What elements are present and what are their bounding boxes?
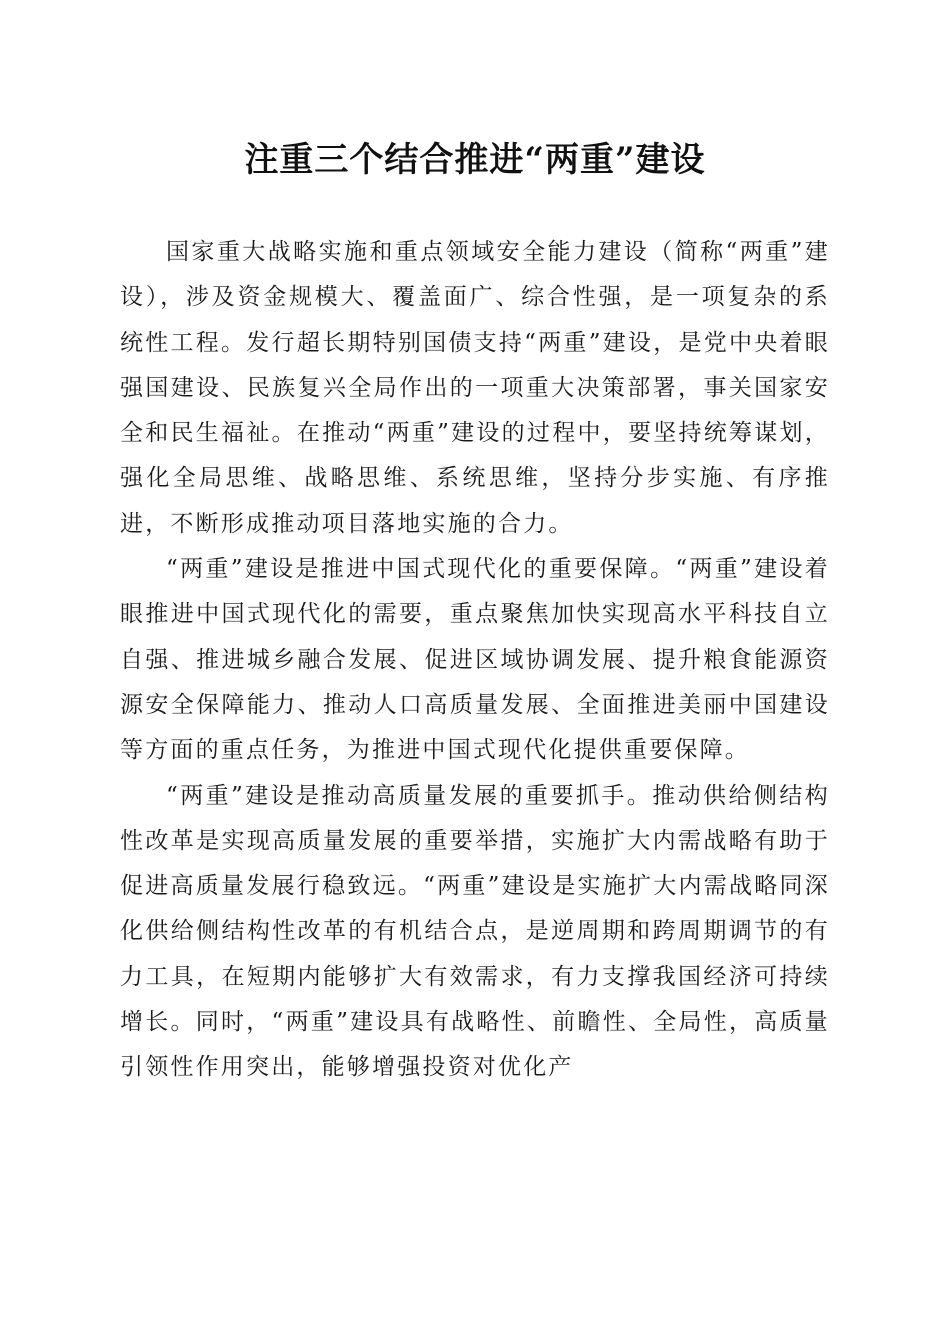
paragraph-3: “两重”建设是推动高质量发展的重要抓手。推动供给侧结构性改革是实现高质量发展的重要举措，实施扩大内需战略有助于促进高质量发展行稳致远。“两重”建设是实施扩大内需战略同深化供给侧结构性改革的有机结合点，是逆周期和跨周期调节的有力工具，在短期内能够扩大有效需求，有力支撑我国经济可持续增长。同时，“两重”建设具有战略性、前瞻性、全局性，高质量引领性作用突出，能够增强投资对优化产 <box>120 782 830 1081</box>
paragraph-2: “两重”建设是推进中国式现代化的重要保障。“两重”建设着眼推进中国式现代化的需要，重点聚焦加快实现高水平科技自立自强、推进城乡融合发展、促进区域协调发展、提升粮食能源资源安全保障能力、推动人口高质量发展、全面推进美丽中国建设等方面的重点任务，为推进中国式现代化提供重要保障。 <box>120 556 830 764</box>
document-body <box>120 230 830 1091</box>
document-title: 注重三个结合推进“两重”建设 <box>244 140 706 180</box>
paragraph-1: 国家重大战略实施和重点领域安全能力建设（简称“两重”建设），涉及资金规模大、覆盖面广、综合性强，是一项复杂的系统性工程。发行超长期特别国债支持“两重”建设，是党中央着眼强国建设、民族复兴全局作出的一项重大决策部署，事关国家安全和民生福祉。在推动“两重”建设的过程中，要坚持统筹谋划，强化全局思维、战略思维、系统思维，坚持分步实施、有序推进，不断形成推动项目落地实施的合力。 <box>120 239 830 537</box>
